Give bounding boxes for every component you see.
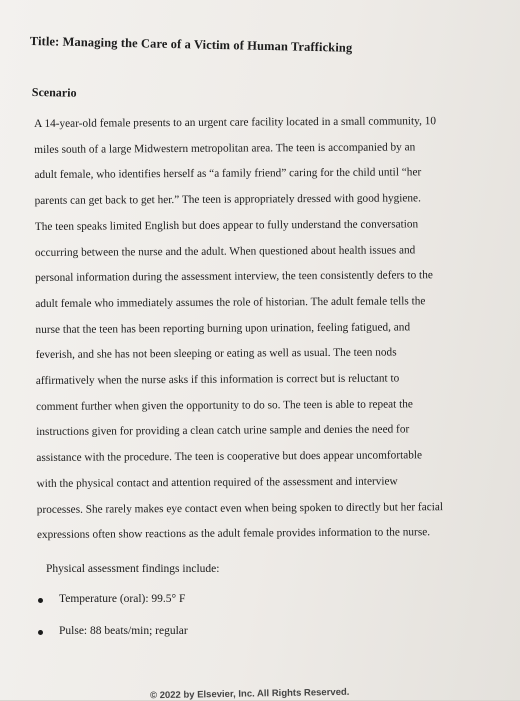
copyright-footer: © 2022 by Elsevier, Inc. All Rights Reserved. bbox=[149, 686, 350, 701]
list-item bbox=[38, 625, 188, 657]
paragraph-line: expressions often show reactions as the adult female provides information to the nurse. bbox=[36, 526, 431, 542]
paragraph-line: comment further when given the opportunity to do so. The teen is able to repeat the bbox=[36, 398, 413, 413]
paragraph-line: processes. She rarely makes eye contact even when being spoken to directly but her facial bbox=[36, 500, 444, 516]
list-item bbox=[38, 593, 188, 625]
paragraph-line: instructions given for providing a clean catch urine sample and denies the need for bbox=[36, 423, 410, 439]
paragraph-line: with the physical contact and attention required of the assessment and interview bbox=[36, 475, 398, 490]
bullet-icon bbox=[38, 598, 43, 603]
paragraph-line: miles south of a large Midwestern metropolitan area. The teen is accompanied by an bbox=[34, 141, 416, 156]
paragraph-line: feverish, and she has not been sleeping or eating as well as usual. The teen nods bbox=[35, 346, 397, 362]
finding-text: Temperature (oral): 99.5° F bbox=[59, 593, 186, 605]
findings-intro: Physical assessment findings include: bbox=[46, 563, 220, 575]
paragraph-line: The teen speaks limited English but does appear to fully understand the conversation bbox=[34, 218, 419, 233]
paragraph-line: nurse that the teen has been reporting burning upon urination, feeling fatigued, and bbox=[35, 321, 411, 336]
paragraph-line: adult female, who identifies herself as “a family friend” caring for the child until “her bbox=[34, 166, 422, 182]
paragraph-line: personal information during the assessment interview, the teen consistently defers to the bbox=[35, 269, 433, 285]
document-title: Title: Managing the Care of a Victim of Human Trafficking bbox=[29, 34, 353, 55]
paragraph-line: adult female who immediately assumes the role of historian. The adult female tells the bbox=[35, 295, 426, 310]
paragraph-line: parents can get back to get her.” The teen is appropriately dressed with good hygiene. bbox=[34, 192, 421, 208]
paragraph-line: affirmatively when the nurse asks if this information is correct but is reluctant to bbox=[35, 372, 400, 388]
scenario-paragraph bbox=[34, 109, 457, 549]
bullet-icon bbox=[38, 630, 43, 635]
finding-text: Pulse: 88 beats/min; regular bbox=[59, 625, 188, 637]
paragraph-line: occurring between the nurse and the adult. When questioned about health issues and bbox=[34, 243, 416, 259]
findings-list bbox=[38, 593, 188, 657]
section-heading: Scenario bbox=[31, 85, 77, 100]
paragraph-line: A 14-year-old female presents to an urgent care facility located in a small community, 10 bbox=[34, 115, 437, 130]
paragraph-line: assistance with the procedure. The teen is cooperative but does appear uncomfortable bbox=[36, 449, 423, 465]
